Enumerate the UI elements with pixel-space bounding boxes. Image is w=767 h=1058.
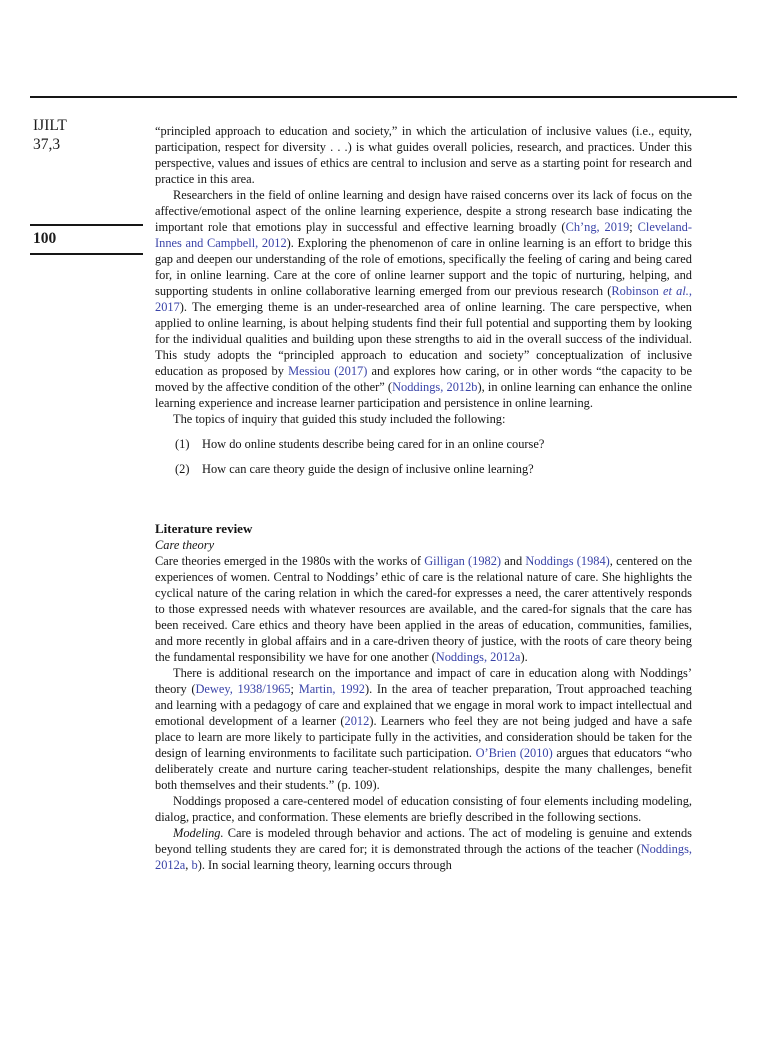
body-text: and explores how caring, or in other words “the capacity to be moved by the affective condition of the other” (: [155, 364, 692, 394]
paragraph: [155, 825, 692, 873]
body-text: Care is modeled through behavior and actions. The act of modeling is genuine and extends beyond telling students they are cared for; it is demonstrated through the actions of the teacher (: [155, 826, 692, 856]
body-text: Researchers in the field of online learning and design have raised concerns over its lack of focus on the affective/emotional aspect of the online learning experience, despite a strong research base indicating the important role that emotions play in successful and effective learning broadly (: [155, 188, 692, 234]
body-text: How do online students describe being cared for in an online course?: [202, 437, 545, 451]
body-text: There is additional research on the importance and impact of care in education along with Noddings’ theory (: [155, 666, 692, 696]
body-text: ).: [520, 650, 528, 664]
body-text: Care theories emerged in the 1980s with the works of: [155, 554, 425, 568]
body-text: ;: [290, 682, 299, 696]
journal-identifier: [33, 117, 145, 154]
subsection-heading: [155, 537, 692, 553]
body-text: ). In the area of teacher preparation, Trout approached teaching and learning with a pedagogy of care and explained that we engage in moral work to impact intellectual and emotional development of a learner (: [155, 682, 692, 728]
paragraph: [155, 123, 692, 187]
body-text: ,: [185, 858, 192, 872]
list-marker: (1): [175, 437, 190, 451]
page-top-rule: [30, 96, 737, 98]
body-text: Literature review: [155, 521, 253, 536]
body-text: The topics of inquiry that guided this study included the following:: [173, 412, 506, 426]
body-text: “principled approach to education and society,” in which the articulation of inclusive values (i.e., equity, participation, respect for diversity . . .) is what guides overall policies, research, and practices. Under this perspective, values and issues of ethics are central to inclusion and serve as a starting point for research and practice in this area.: [155, 124, 692, 186]
page-number-block: [30, 224, 143, 255]
body-text: Noddings proposed a care-centered model of education consisting of four elements including modeling, dialog, practice, and conformation. These elements are briefly described in the following sections.: [155, 794, 692, 824]
list-marker: (2): [175, 462, 190, 476]
body-text: ). In social learning theory, learning occurs through: [197, 858, 452, 872]
body-text: , centered on the experiences of women. Central to Noddings’ ethic of care is the relational nature of care. She highlights the cyclical nature of the caring relation in which the cared-for expresses a need, the carer attentively responds to those expressed needs with whatever resources are available, and the cared-for signals that the care has been received. Care ethics and theory have been applied in the areas of education, communities, families, and more recently in global affairs and in a care-driven theory of justice, with the roots of care theory being the fundamental responsibility we have for one another (: [155, 554, 692, 664]
paragraph: [155, 793, 692, 825]
citation-link[interactable]: Noddings, 2012a: [155, 842, 692, 872]
paragraph: [155, 665, 692, 793]
emphasized-text: Modeling.: [173, 826, 224, 840]
research-question-item: [155, 436, 692, 452]
body-text: ), in online learning can enhance the online learning experience and increase learner participation and persistence in online learning.: [155, 380, 692, 410]
citation-link[interactable]: Noddings (1984): [525, 554, 610, 568]
citation-link[interactable]: b: [191, 858, 198, 872]
citation-link[interactable]: Robinson: [611, 284, 664, 298]
research-question-item: [155, 461, 692, 477]
body-text: and: [501, 554, 526, 568]
citation-link[interactable]: Gilligan (1982): [424, 554, 502, 568]
paragraph: [155, 553, 692, 665]
body-text: argues that educators “who deliberately create and nurture caring teacher-student relationships, despite the many challenges, benefit both themselves and their students.” (p. 109).: [155, 746, 692, 792]
citation-link[interactable]: , 2017: [155, 284, 692, 314]
article-body: [155, 123, 692, 873]
list-item-text: [202, 437, 544, 451]
citation-link[interactable]: Noddings, 2012a: [435, 650, 521, 664]
citation-link[interactable]: Cleveland-Innes and Campbell, 2012: [155, 220, 692, 250]
page-number: 100: [33, 230, 57, 247]
citation-link[interactable]: Dewey, 1938/1965: [195, 682, 291, 696]
body-text: How can care theory guide the design of inclusive online learning?: [202, 462, 534, 476]
paragraph: [155, 411, 692, 427]
body-text: ). The emerging theme is an under-researched area of online learning. The care perspective, when applied to online learning, is about helping students find their full potential and supporting them by looking for the individual qualities and building upon these strengths to aid in the overall success of the individual. This study adopts the “principled approach to education and society” conceptualization of inclusive education as proposed by: [155, 300, 692, 378]
body-text: ). Exploring the phenomenon of care in online learning is an effort to bridge this gap and deepen our understanding of the role of emotions, specifically the feeling of caring and being cared for, in online learning. Care at the core of online learner support and the topic of nurturing, helping, and supporting students in online collaborative learning emerged from our previous research (: [155, 236, 692, 298]
section-heading: [155, 521, 692, 537]
list-item-text: [202, 462, 534, 476]
journal-volume: 37,3: [33, 135, 61, 153]
citation-link[interactable]: Ch’ng, 2019: [565, 220, 630, 234]
journal-title: IJILT: [33, 117, 67, 134]
citation-link[interactable]: Martin, 1992: [298, 682, 365, 696]
citation-link[interactable]: Noddings, 2012b: [392, 380, 478, 394]
citation-link[interactable]: Messiou (2017): [288, 364, 368, 378]
body-text: Care theory: [155, 538, 215, 552]
body-text: ;: [629, 220, 638, 234]
citation-link[interactable]: 2012: [344, 714, 370, 728]
paragraph: [155, 187, 692, 411]
citation-link[interactable]: et al.: [663, 284, 689, 298]
body-text: ). Learners who feel they are not being judged and have a safe place to learn are more likely to participate fully in the activities, and consideration should be taken for the design of learning environments to facilitate such participation.: [155, 714, 692, 760]
citation-link[interactable]: O’Brien (2010): [475, 746, 553, 760]
